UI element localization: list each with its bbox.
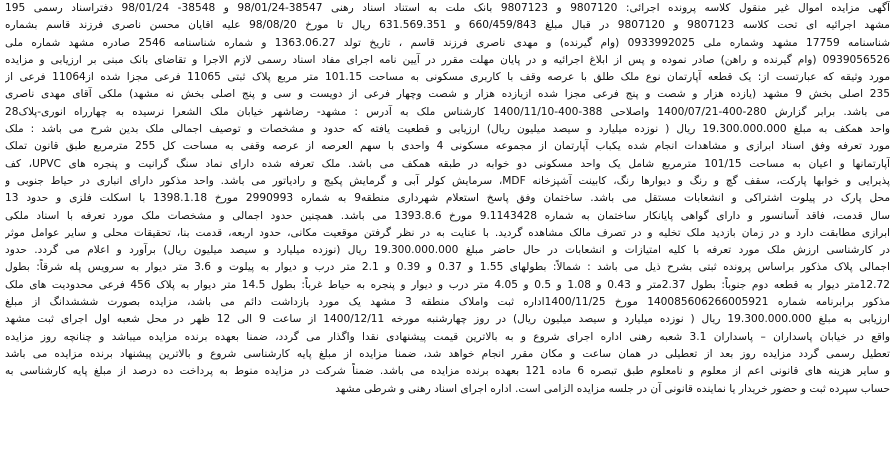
notice-line-21: تعطیل رسمی گردد مزایده روز بعد از تعطیلی در همان ساعت و مکان مقرر انجام خواهد شد، ضمنا مزایده از مبلغ پایه کارشناسی شروع و بالاترین پیشنهاد برنده مزایده می باشد bbox=[5, 347, 890, 360]
notice-line-22: و سایر هزینه های قانونی اعم از معلوم و نامعلوم طبق تبصره 6 ماده 121 بعهده برنده مزایده می باشد. ضمناً شرکت در مزایده منوط به پرداخت ده درصد از مبلغ پایه کارشناسی به bbox=[5, 365, 890, 378]
notice-line-18: مذکور برابرنامه شماره 140085606266005921 مورخ 1400/11/25اداره ثبت واملاک منطقه 3 مشهد یک مورد بازداشت دائم می باشد، مزایده بصورت شششدانگ از مبلغ bbox=[5, 296, 890, 309]
notice-line-7: می باشد. برابر گزارش 280-400-1400/07/21 واصلاحی 388-400-1400/11/10 کارشناس ملک به آدرس : مشهد- رضاشهر خیابان ملک الشعرا نرسیده به چهارراه انوری-پلاک28 bbox=[5, 105, 890, 118]
notice-line-15: در کارشناسی ارزش ملک مورد تعرفه با کلیه امتیازات و انشعابات در حال حاضر مبلغ 19.300.000.000 ریال (نوزده میلیارد و سیصد میلیون ریال) برآورد و اعلام می گردد. حدود bbox=[5, 244, 890, 257]
notice-line-4: 0939056526 (وام گیرنده و راهن) صادر نموده و پس از ابلاغ اجرائیه و در پایان مهلت مقرر در آیین نامه اجرای مفاد اسناد رسمی لازم الاجرا و تقاضای بانک مبنی بر ارزیابی و مزایده bbox=[5, 53, 890, 66]
notice-line-10: آپارتمانها و اعیان به مساحت 101/15 مترمربع شامل یک واحد مسکونی دو خوابه در طبقه همکف می باشد. ملک تعرفه شده دارای نماد سنگ گرانیت و پنجره های UPVC، کف bbox=[5, 157, 890, 170]
notice-line-23: حساب سپرده ثبت و حضور خریدار یا نماینده قانونی آن در جلسه مزایده الزامی است. اداره اجرای اسناد رهنی و شرطی مشهد bbox=[335, 382, 890, 395]
notice-line-12: محل پارک در پیلوت اشتراکی و انشعابات مستقل می باشد. ساختمان وفق پاسخ استعلام شهرداری منطقه9 به شماره 2990993 مورخ 1398.1.18 با اسکلت فلزی و حدود 13 bbox=[5, 192, 890, 205]
notice-line-1: آگهی مزایده اموال غیر منقول کلاسه پرونده اجرائی: 9807120 و 9807123 بانک ملت به استناد اسناد رهنی 38547-98/01/24 و 38548- 98/01/24 دفتراسناد رسمی 195 bbox=[5, 2, 890, 14]
notice-line-6: 235 اصلی بخش 9 مشهد (یازده هزار و شصت و پنج فرعی مجزا شده ازیازده هزار و شصت وچهار فرعی از دویست و سی و پنج اصلی بخش نه مشهد) ملکی آقای مهدی ناصری bbox=[5, 88, 890, 101]
notice-line-11: پذیرایی و خوابها پارکت، سقف گچ و رنگ و دیوارها رنگ، کابینت آشپزخانه MDF، سرمایش کولر آبی و گرمایش پکیج و رادیاتور می باشد. واحد مذکور دارای انباری در حیاط جنوبی و bbox=[5, 174, 890, 187]
notice-line-9: مورد تعرفه وفق اسناد ابرازی و مشاهدات انجام شده یکباب آپارتمان از مجموعه مسکونی 4 واحدی با سهم العرصه از عرصه وقفی به مساحت کل 255 مترمربع طبق قانون تملک bbox=[5, 140, 890, 153]
auction-notice bbox=[5, 0, 890, 451]
notice-line-3: شناسنامه 17759 مشهد وشماره ملی 0933992025 (وام گیرنده) و مهدی ناصری فرزند قاسم ، تاریخ تولد 1363.06.27 و شماره شناسنامه 2546 صادره مشهد شماره ملی bbox=[5, 36, 890, 49]
notice-line-13: سال قدمت، فاقد آسانسور و دارای گواهی پایانکار ساختمان به شماره 9.1143428 مورخ 1393.8.6 می باشد. همچنین حدود اجمالی و مشخصات ملک مورد تعرفه با اسناد ملکی bbox=[5, 209, 890, 222]
notice-line-14: ابرازی مطابقت دارد و در زمان بازدید ملک تخلیه و در تصرف مالک مشاهده گردید. با عنایت به در نظر گرفتن موقعیت مکانی، حدود اربعه، قدمت بنا، تحقیقات محلی و سایر عوامل موثر bbox=[5, 226, 890, 239]
notice-line-5: مورد وثیقه که عبارتست از: یک قطعه آپارتمان نوع ملک طلق با عرصه وقف با کاربری مسکونی به مساحت 101.15 متر مربع پلاک ثبتی 11065 فرعی مجزا شده از11064 فرعی از bbox=[5, 71, 890, 84]
notice-line-2: مشهد اجرائیه ای تحت کلاسه 9807123 و 9807120 در قبال مبلغ 660/459/843 و 631.569.351 ریال تا مورخ 98/08/20 علیه اقایان محسن ناصری فرزند قاسم بشماره bbox=[5, 19, 890, 32]
notice-line-19: ارزیابی به مبلغ 19.300.000.000 ریال ( نوزده میلیارد و سیصد میلیون ریال) در روز چهارشنبه مورخه 1400/12/11 از ساعت 9 الی 12 ظهر در محل شعبه اول اجرای ثبت مشهد bbox=[5, 313, 890, 326]
notice-line-8: واحد همکف به مبلغ 19.300.000.000 ریال ( نوزده میلیارد و سیصد میلیون ریال) ارزیابی و قطعیت یافته که حدود و مشخصات و توصیف اجمالی ملک بدین شرح می باشد : ملک bbox=[5, 123, 890, 136]
notice-line-16: اجمالی پلاک مذکور براساس پرونده ثبتی بشرح ذیل می باشد : شمالاً: بطولهای 1.55 و 0.37 و 0.39 و 2.1 متر درب و دیوار به پیلوت و 3.6 متر دیوار به سرویس پله شرقاً: بطول bbox=[5, 261, 890, 274]
notice-line-20: واقع در خیابان پاسداران – پاسداران 3.1 شعبه رهنی اداره اجرای شروع و به بالاترین قیمت پیشنهادی نقدا واگذار می گردد، ضمنا بعهده برنده مزایده میباشد و چنانچه روز مزایده bbox=[5, 330, 890, 343]
notice-line-17: 12.72متر دیوار به قطعه دوم جنوباً: بطول 2.37متر و 0.43 و 1.08 و 0.5 و 4.05 متر درب و دیوار و پنجره به حیاط غرباً: بطول 14.5 متر دیوار به پلاک 456 فرعی محدودیت های ملک bbox=[5, 278, 890, 291]
